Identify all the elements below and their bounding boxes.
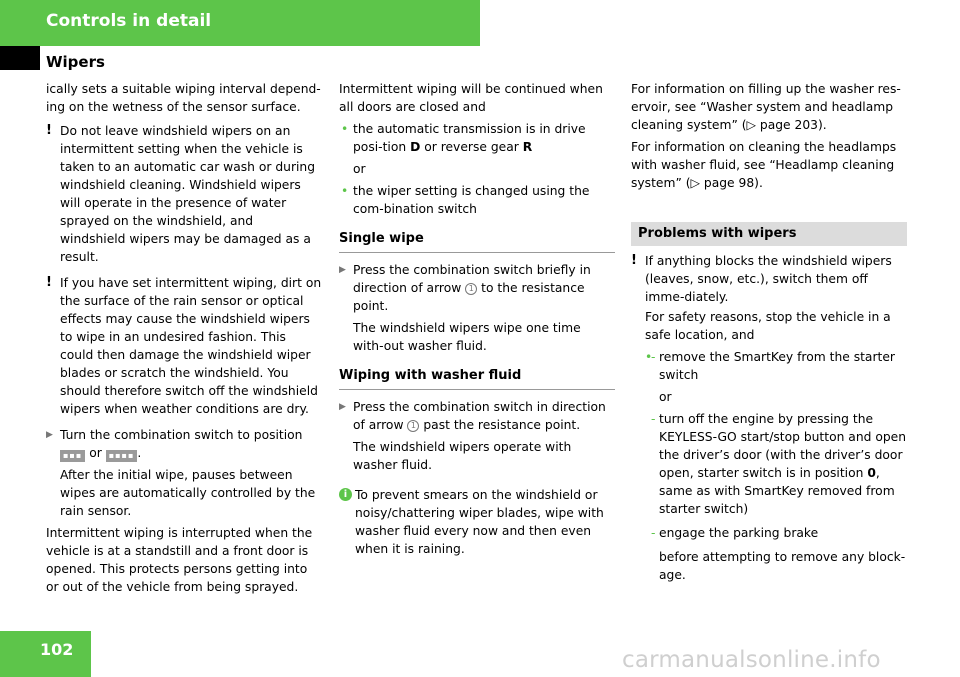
step-arrow-icon: ▶ (339, 402, 346, 412)
list-item (339, 120, 615, 156)
gear-d: D (410, 140, 421, 154)
step-text: Press the combination switch briefly in direction of arrow (353, 263, 591, 295)
step (46, 426, 322, 462)
step-arrow-icon: ▶ (339, 265, 346, 275)
list-text: remove the SmartKey from the starter switch (659, 350, 895, 382)
chapter-title: Controls in detail (46, 11, 212, 31)
step-text: or (89, 446, 102, 460)
step-text: Press the combination switch in direction of arrow (353, 400, 606, 432)
watermark: carmanualsonline.info (622, 647, 881, 673)
list-text: turn off the engine by pressing the KEYLESS-GO start/stop button and open the driver’s door (with the driver’s door open, starter switch is in position (659, 412, 907, 480)
warning-text: If anything blocks the windshield wipers (leaves, snow, etc.), switch them off imme-diately. (645, 254, 892, 304)
section-title: Wipers (46, 53, 105, 71)
warning-text: Do not leave windshield wipers on an intermittent setting when the vehicle is taken to an automatic car wash or during windshield cleaning. Windshield wipers will operate in the presence of water sprayed on the windshield, and windshield wipers may be damaged as a result. (60, 124, 316, 264)
arrow-1-icon: 1 (407, 420, 419, 432)
dash-icon: - (651, 350, 656, 364)
intermittent-1-icon: ▪▪▪ (60, 450, 85, 462)
warning-text: If you have set intermittent wiping, dirt on the surface of the rain sensor or optical effects may cause the windshield wipers to wipe in an undesired fashion. This could then damage the windshield wiper blades or scratch the windshield. You should therefore switch off the windshield wipers when weather conditions are dry. (60, 276, 322, 416)
list-text: or reverse gear (424, 140, 519, 154)
subheading-single-wipe: Single wipe (339, 230, 615, 253)
info-note (339, 486, 615, 558)
intermittent-2-icon: ▪▪▪▪ (106, 450, 138, 462)
list-item (631, 410, 907, 518)
warning-note (631, 252, 907, 306)
list-text: , same as with SmartKey removed from starter switch) (659, 466, 895, 516)
or-text: or (659, 390, 672, 404)
bullet-icon: • (645, 350, 653, 364)
warning-note (46, 274, 322, 418)
column-2 (339, 80, 615, 558)
step-result: After the initial wipe, pauses between wipes are automatically controlled by the rain sensor. (60, 468, 316, 518)
subheading-washer-fluid: Wiping with washer fluid (339, 367, 615, 390)
paragraph: For information on cleaning the headlamps with washer fluid, see “Headlamp cleaning system” (▷ page 98). (631, 140, 897, 190)
warning-icon: ! (46, 275, 52, 290)
warning-note (46, 122, 322, 266)
paragraph: before attempting to remove any block-age. (659, 550, 906, 582)
list-item (339, 182, 615, 218)
list-text: the automatic transmission is in drive posi-tion (353, 122, 586, 154)
paragraph: Intermittent wiping will be continued when all doors are closed and (339, 82, 603, 114)
list-text: the wiper setting is changed using the com-bination switch (353, 184, 590, 216)
step (339, 398, 615, 434)
section-tab (0, 46, 40, 70)
step-text: to the resistance point. (353, 281, 585, 313)
step (339, 261, 615, 315)
paragraph: ically sets a suitable wiping interval depend-ing on the wetness of the sensor surface. (46, 82, 321, 114)
list-text: engage the parking brake (659, 526, 819, 540)
warning-subtext: For safety reasons, stop the vehicle in a safe location, and (645, 310, 891, 342)
step-text: Turn the combination switch to position (60, 428, 303, 442)
paragraph: Intermittent wiping is interrupted when the vehicle is at a standstill and a front door is opened. This protects persons getting into or out of the vehicle from being sprayed. (46, 526, 313, 594)
info-text: To prevent smears on the windshield or noisy/chattering wiper blades, wipe with washer fluid every now and then even when it is raining. (355, 488, 604, 556)
bullet-icon: • (341, 184, 349, 198)
gear-r: R (522, 140, 533, 154)
warning-icon: ! (46, 123, 52, 138)
list-item (631, 348, 907, 384)
step-result: The windshield wipers operate with washer fluid. (353, 440, 572, 472)
arrow-1-icon: 1 (465, 283, 477, 295)
dash-icon: - (651, 526, 656, 540)
position-zero: 0 (867, 466, 876, 480)
warning-icon: ! (631, 253, 637, 268)
or-text: or (353, 162, 366, 176)
dash-icon: - (651, 412, 656, 426)
bullet-icon: • (341, 122, 349, 136)
list-item (631, 524, 907, 542)
column-3 (631, 80, 907, 588)
step-text: . (137, 446, 142, 460)
page-number: 102 (40, 640, 74, 659)
step-text: past the resistance point. (423, 418, 581, 432)
column-1 (46, 80, 322, 600)
paragraph: For information on filling up the washer res-ervoir, see “Washer system and headlamp cleaning system” (▷ page 203). (631, 82, 901, 132)
info-icon: i (339, 488, 352, 501)
problems-heading: Problems with wipers (631, 222, 907, 246)
step-result: The windshield wipers wipe one time with-out washer fluid. (353, 321, 581, 353)
step-arrow-icon: ▶ (46, 430, 53, 440)
